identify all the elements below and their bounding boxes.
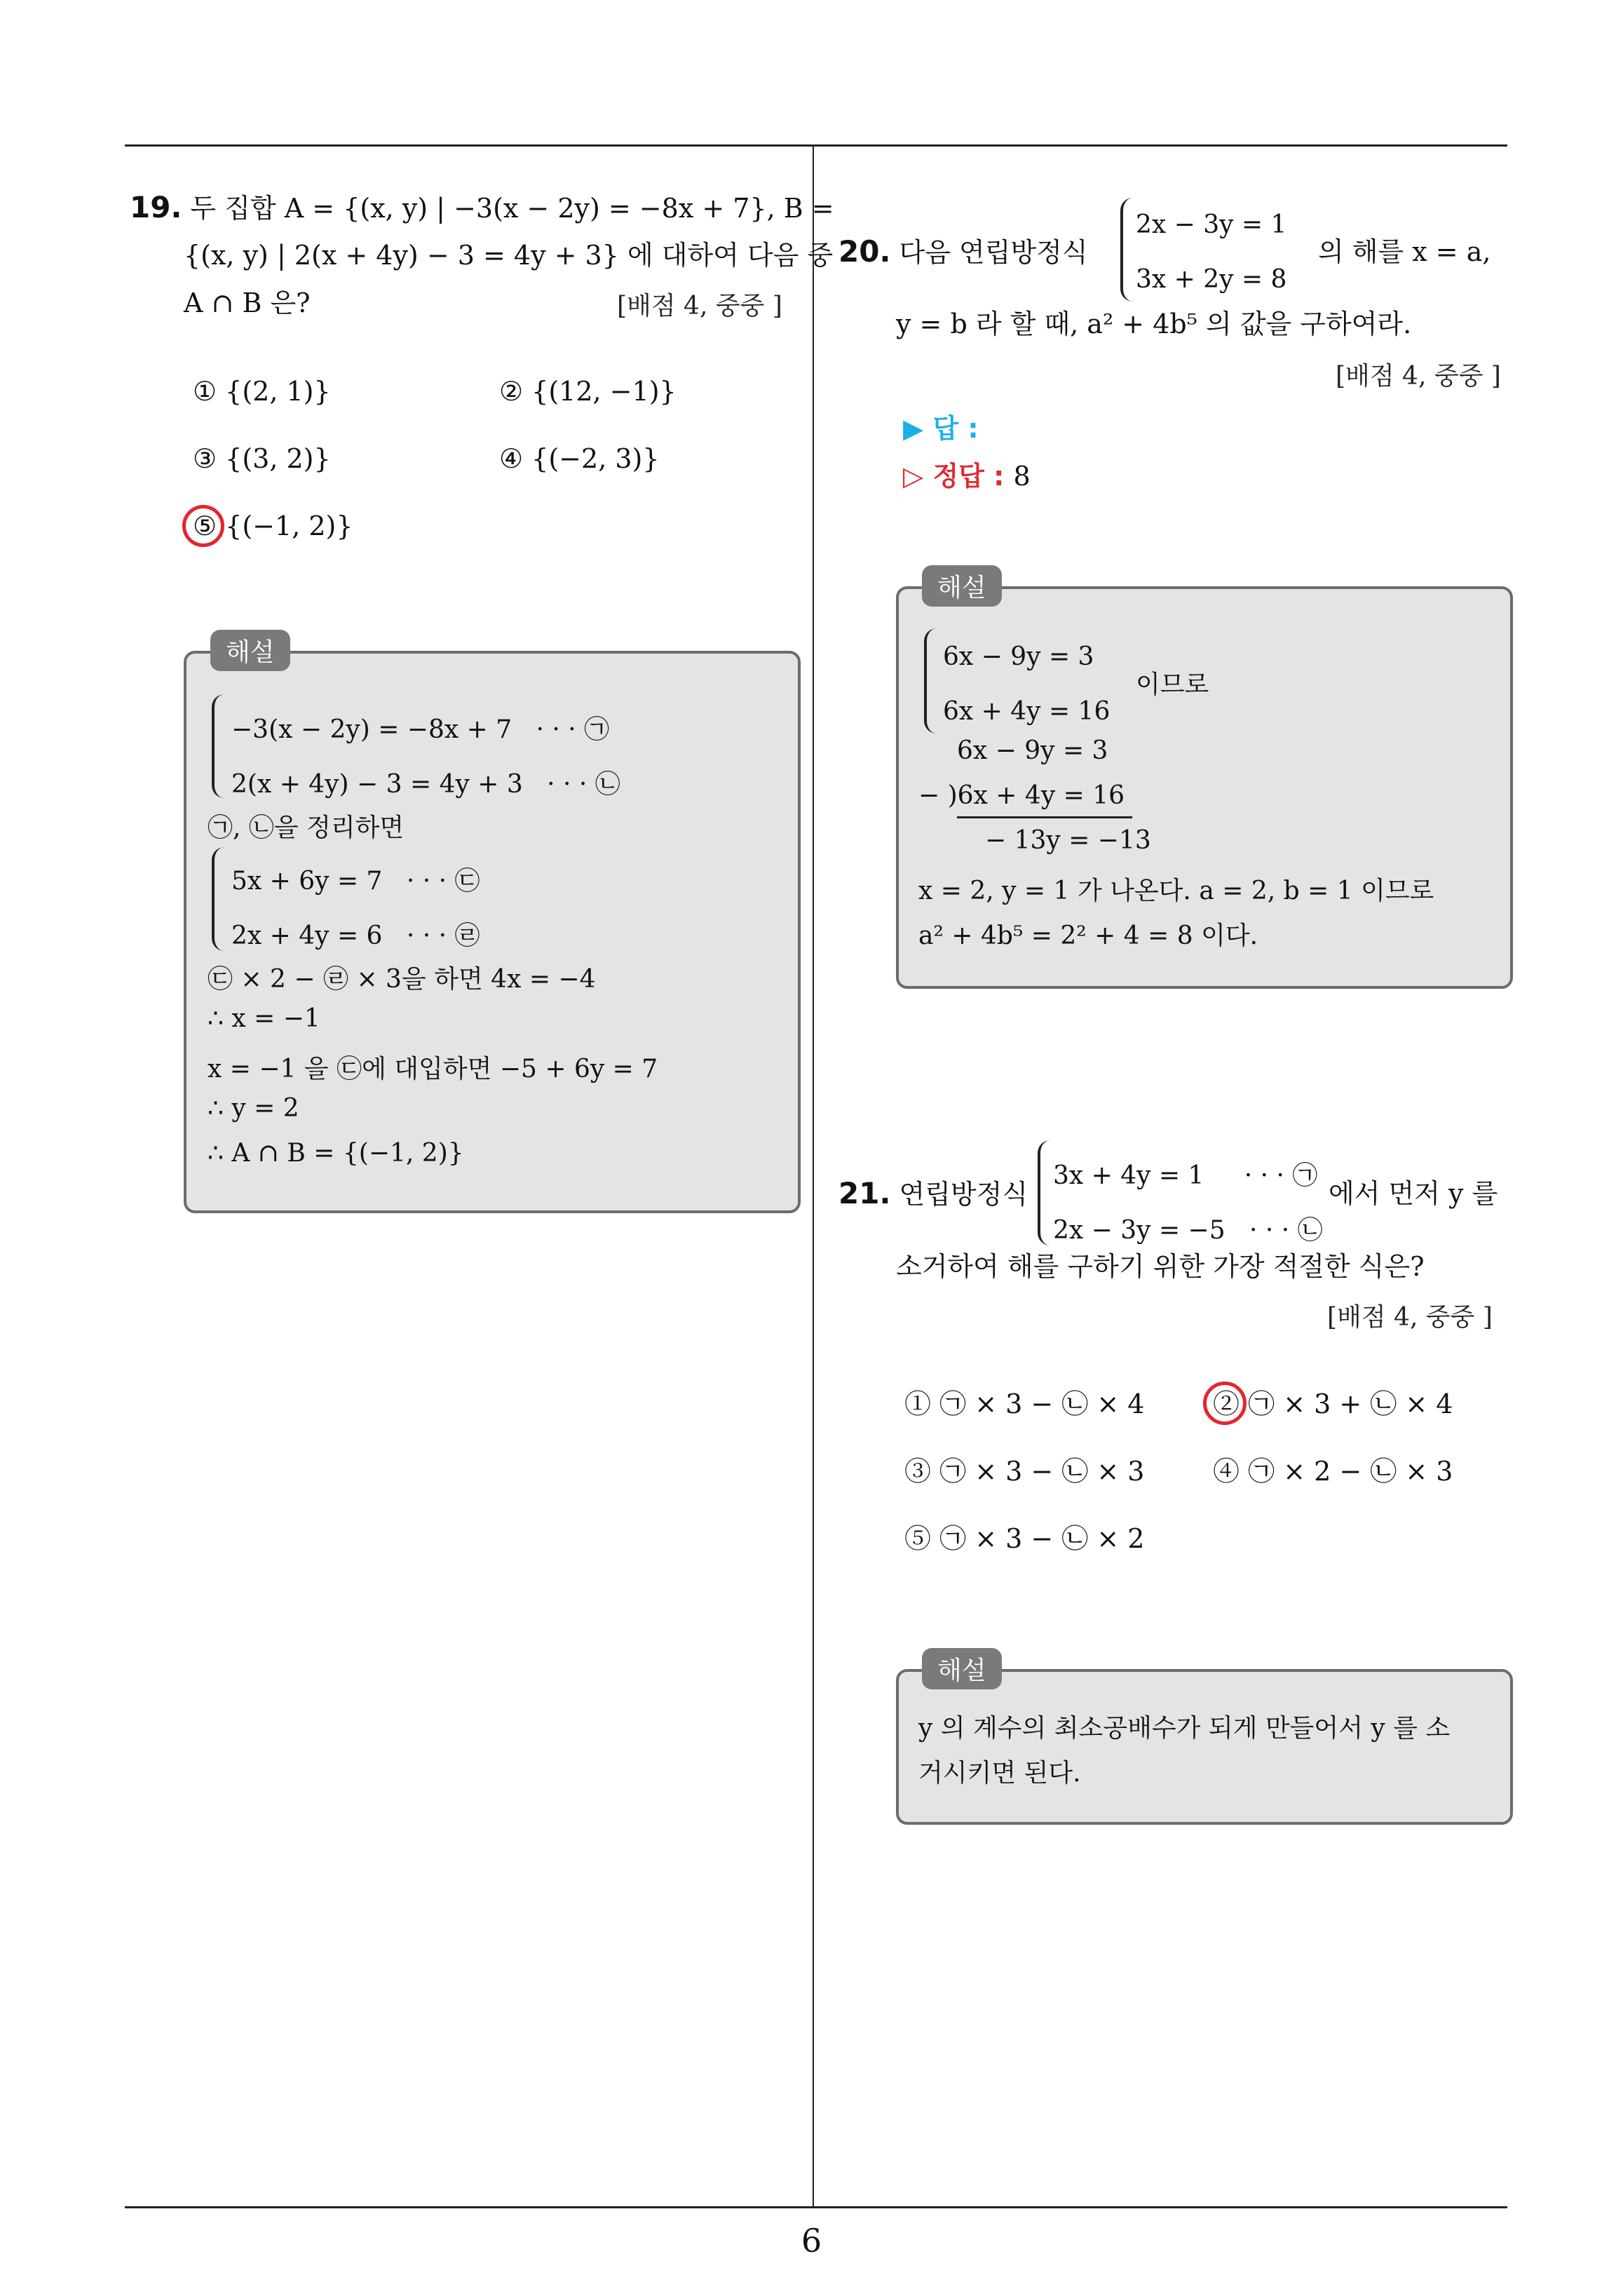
q21-sol-line2: 거시키면 된다. <box>918 1759 1081 1788</box>
q19-sol-eq1: −3(x − 2y) = −8x + 7 · · · ㉠ <box>231 715 610 744</box>
q20-sol-line4: x = 2, y = 1 가 나온다. a = 2, b = 1 이므로 <box>918 877 1434 905</box>
q20-sol-calc3: − 13y = −13 <box>985 826 1151 855</box>
q20-sys2: 3x + 2y = 8 <box>1136 265 1287 294</box>
q21-answer-mark <box>1203 1382 1247 1425</box>
q20-line1: 20. 다음 연립방정식 <box>838 234 1088 269</box>
q20-correct-answer <box>903 454 1031 493</box>
q20-sol-brace <box>924 628 937 734</box>
q19-meta: [배점 4, 중중 ] <box>617 292 782 320</box>
q19-option-5-text: {(−1, 2)} <box>225 511 353 541</box>
q21-option-3-text: ㉠ × 3 − ㉡ × 3 <box>939 1456 1145 1487</box>
q19-line2: {(x, y) | 2(x + 4y) − 3 = 4y + 3} 에 대하여 다음 중 <box>184 240 834 271</box>
q19-sol-eq3: 5x + 6y = 7 · · · ㉢ <box>231 867 480 896</box>
q19-answer-mark <box>182 505 224 547</box>
q21-option-1[interactable] <box>904 1383 1144 1425</box>
q21-number: 21. <box>838 1176 891 1210</box>
q20-sol-calc2: − )6x + 4y = 16 <box>918 781 1125 810</box>
q19-brace-2 <box>212 847 224 951</box>
q19-sol-line10: ∴ A ∩ B = {(−1, 2)} <box>208 1139 464 1168</box>
q21-sys2: 2x − 3y = −5 · · · ㉡ <box>1053 1216 1323 1245</box>
q19-option-3-text: {(3, 2)} <box>225 443 331 474</box>
q20-answer-label: ▶ 답 : <box>903 413 979 444</box>
q19-option-2[interactable] <box>499 370 677 412</box>
q20-sys1: 2x − 3y = 1 <box>1136 210 1287 239</box>
q19-sol-line8: x = −1 을 ㉢에 대입하면 −5 + 6y = 7 <box>208 1055 658 1083</box>
bottom-rule <box>125 2206 1507 2208</box>
q21-meta: [배점 4, 중중 ] <box>1327 1303 1493 1332</box>
q20-sol-sys1: 6x − 9y = 3 <box>943 642 1094 671</box>
q21-line2: 소거하여 해를 구하기 위한 가장 적절한 식은? <box>896 1251 1425 1282</box>
q19-line3: A ∩ B 은? <box>184 288 311 318</box>
q21-line1: 21. 연립방정식 <box>838 1176 1028 1210</box>
q19-option-1[interactable] <box>193 370 331 412</box>
q20-sol-sys2: 6x + 4y = 16 <box>943 697 1111 726</box>
q20-meta: [배점 4, 중중 ] <box>1336 362 1501 391</box>
q19-option-4-num: ④ <box>499 443 524 474</box>
q21-solution-box <box>896 1669 1513 1825</box>
q19-sol-line6: ㉢ × 2 − ㉣ × 3을 하면 4x = −4 <box>208 965 596 994</box>
q20-solution-tag: 해설 <box>922 565 1002 607</box>
q19-brace-1 <box>212 694 224 798</box>
q21-option-1-text: ㉠ × 3 − ㉡ × 4 <box>939 1389 1145 1419</box>
q21-option-4-num: ④ <box>1213 1456 1240 1487</box>
q19-option-3[interactable] <box>193 438 331 480</box>
q20-sol-line5: a² + 4b⁵ = 2² + 4 = 8 이다. <box>918 921 1258 950</box>
q20-correct-label: ▷ 정답 : <box>903 461 1005 492</box>
q20-line2: y = b 라 할 때, a² + 4b⁵ 의 값을 구하여라. <box>896 309 1412 339</box>
q21-option-2-num: ② <box>1213 1389 1240 1419</box>
q21-option-4-text: ㉠ × 2 − ㉡ × 3 <box>1248 1456 1453 1487</box>
q19-sol-eq2: 2(x + 4y) − 3 = 4y + 3 · · · ㉡ <box>231 770 620 799</box>
q19-sol-line9: ∴ y = 2 <box>208 1094 299 1123</box>
q19-option-3-num: ③ <box>193 443 217 474</box>
q19-solution-tag: 해설 <box>210 630 290 671</box>
q19-line1: 19. 두 집합 A = {(x, y) | −3(x − 2y) = −8x + 7}, B = <box>130 190 834 224</box>
q21-sol-line1: y 의 계수의 최소공배수가 되게 만들어서 y 를 소 <box>918 1714 1451 1743</box>
q21-sys1: 3x + 4y = 1 · · · ㉠ <box>1053 1161 1318 1190</box>
q21-option-4[interactable] <box>1213 1450 1453 1492</box>
top-rule <box>125 144 1507 147</box>
q21-option-2-text: ㉠ × 3 + ㉡ × 4 <box>1248 1389 1453 1419</box>
q21-brace <box>1038 1140 1050 1245</box>
column-divider <box>813 144 814 2206</box>
q19-option-1-num: ① <box>193 376 217 407</box>
q21-option-3[interactable] <box>904 1450 1144 1492</box>
q20-suffix: 의 해를 x = a, <box>1318 236 1491 267</box>
q20-correct-value: 8 <box>1013 461 1031 492</box>
q19-option-5-num: ⑤ <box>193 511 217 541</box>
q21-option-3-num: ③ <box>904 1456 932 1487</box>
q21-option-5-num: ⑤ <box>904 1523 932 1554</box>
q21-suffix: 에서 먼저 y 를 <box>1329 1178 1498 1209</box>
q19-option-2-num: ② <box>499 376 524 407</box>
q19-option-1-text: {(2, 1)} <box>225 376 331 407</box>
q19-sol-line3: ㉠, ㉡을 정리하면 <box>208 813 405 842</box>
q19-number: 19. <box>130 190 182 224</box>
q19-sol-eq4: 2x + 4y = 6 · · · ㉣ <box>231 921 480 950</box>
q19-option-4-text: {(−2, 3)} <box>531 443 660 474</box>
q20-sol-sys-suffix: 이므로 <box>1136 670 1209 699</box>
q19-option-4[interactable] <box>499 438 660 480</box>
q20-brace <box>1120 198 1133 302</box>
q20-number: 20. <box>838 234 891 269</box>
page-number: 6 <box>801 2222 822 2260</box>
q21-option-5-text: ㉠ × 3 − ㉡ × 2 <box>939 1523 1145 1554</box>
q21-option-5[interactable] <box>904 1518 1144 1560</box>
q19-sol-line7: ∴ x = −1 <box>208 1004 320 1033</box>
q19-option-2-text: {(12, −1)} <box>531 376 677 407</box>
q20-sol-calc1: 6x − 9y = 3 <box>957 736 1108 765</box>
q20-sol-calc-rule <box>957 816 1132 818</box>
q21-option-2[interactable] <box>1213 1383 1453 1425</box>
q21-solution-tag: 해설 <box>922 1648 1002 1689</box>
q21-option-1-num: ① <box>904 1389 932 1419</box>
